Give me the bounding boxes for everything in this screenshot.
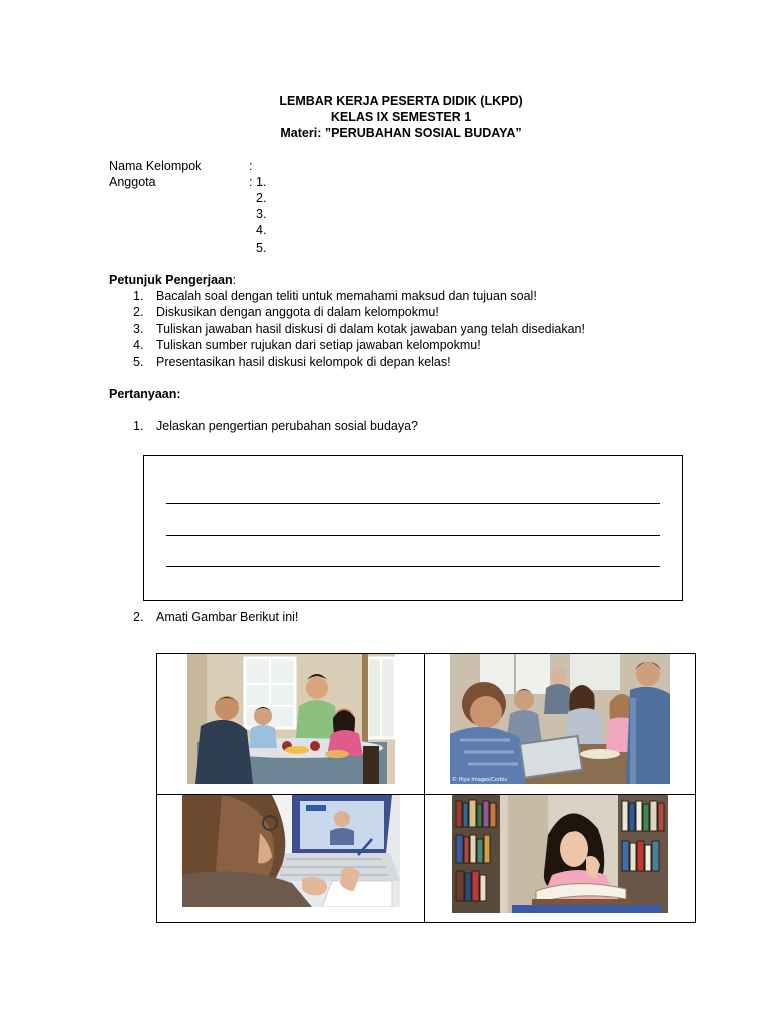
instruction-text-2: Diskusikan dengan anggota di dalam kelompokmu! [156, 305, 439, 319]
instruction-num-3: 3. [133, 322, 144, 336]
instruction-text-4: Tuliskan sumber rujukan dari setiap jawaban kelompokmu! [156, 338, 481, 352]
class-semester-title: KELAS IX SEMESTER 1 [330, 110, 472, 124]
instruction-num-1: 1. [133, 289, 144, 303]
instruction-num-2: 2. [133, 305, 144, 319]
member-number-2: 2. [256, 191, 267, 205]
image-grid [156, 653, 696, 923]
answer-box[interactable] [143, 455, 683, 601]
instruction-num-4: 4. [133, 338, 144, 352]
member-number-3: 3. [256, 207, 267, 221]
members-label: Anggota [109, 175, 156, 189]
question-2-number: 2. [133, 610, 144, 624]
group-name-label: Nama Kelompok [109, 159, 202, 173]
worksheet-title: LEMBAR KERJA PESERTA DIDIK (LKPD) [279, 94, 523, 108]
member-number-5: 5. [256, 241, 267, 255]
instructions-heading-text: Petunjuk Pengerjaan [109, 273, 233, 287]
grid-vertical-divider [424, 654, 425, 922]
answer-line-3 [166, 566, 660, 567]
photo-library-reading [452, 795, 668, 913]
instruction-text-3: Tuliskan jawaban hasil diskusi di dalam kotak jawaban yang telah disediakan! [156, 322, 585, 336]
photo-credit: © Hiya Images/Corbis [452, 777, 508, 783]
instructions-heading [109, 272, 236, 288]
questions-heading: Pertanyaan: [109, 387, 181, 401]
instructions-heading-colon: : [232, 273, 237, 287]
answer-line-1 [166, 503, 660, 504]
member-number-4: 4. [256, 223, 267, 237]
photo-group-discussion [450, 654, 670, 784]
question-1-text: Jelaskan pengertian perubahan sosial budaya? [156, 419, 418, 433]
answer-line-2 [166, 535, 660, 536]
material-title: Materi: ”PERUBAHAN SOSIAL BUDAYA” [280, 126, 522, 140]
question-1-number: 1. [133, 419, 144, 433]
photo-family-dinner [187, 654, 395, 784]
group-name-colon: : [249, 159, 253, 173]
member-number-1: : 1. [249, 175, 267, 189]
photo-laptop-study [182, 795, 400, 907]
instruction-text-1: Bacalah soal dengan teliti untuk memahami maksud dan tujuan soal! [156, 289, 537, 303]
question-2-text: Amati Gambar Berikut ini! [156, 610, 299, 624]
instruction-num-5: 5. [133, 355, 144, 369]
instruction-text-5: Presentasikan hasil diskusi kelompok di depan kelas! [156, 355, 451, 369]
